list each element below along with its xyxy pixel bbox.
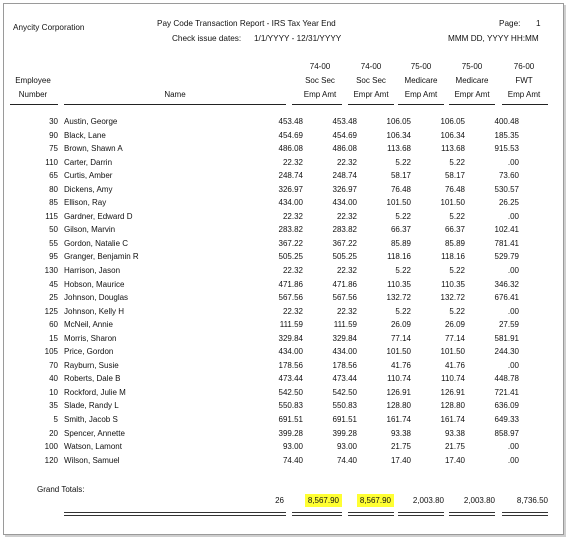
socsec-empr-amt: 691.51 (332, 415, 357, 425)
employee-name: Morris, Sharon (64, 333, 117, 343)
socsec-emp-amt: 367.22 (278, 238, 303, 248)
medicare-empr-amt: 118.16 (441, 252, 465, 262)
fwt-emp-amt: .00 (507, 306, 519, 316)
employee-number: 110 (45, 157, 58, 167)
socsec-emp-amt: 453.48 (278, 117, 303, 126)
col-socsec-emp-line2: Soc Sec (305, 76, 335, 85)
medicare-empr-amt: 101.50 (440, 198, 465, 208)
medicare-emp-amt: 132.72 (386, 293, 411, 303)
col-fwt-emp-code: 76-00 (513, 62, 535, 71)
socsec-emp-amt: 550.83 (278, 401, 303, 411)
socsec-empr-amt: 22.32 (336, 211, 357, 221)
fwt-emp-amt: 581.91 (494, 333, 519, 343)
medicare-emp-amt: 21.75 (390, 442, 411, 452)
col-medicare-emp-header (396, 60, 446, 102)
underline-c1 (292, 104, 342, 105)
report-datetime: MMM DD, YYYY HH:MM (448, 34, 539, 43)
double-rule-c4 (449, 512, 495, 516)
employee-number: 10 (49, 387, 58, 397)
socsec-emp-amt: 22.32 (282, 157, 303, 167)
socsec-empr-amt: 93.00 (336, 442, 357, 452)
medicare-empr-amt: 5.22 (449, 306, 465, 316)
socsec-empr-amt: 367.22 (332, 238, 357, 248)
fwt-emp-amt: .00 (507, 266, 519, 276)
medicare-emp-amt: 101.50 (386, 198, 411, 208)
socsec-empr-amt: 505.25 (332, 252, 357, 262)
medicare-empr-amt: 128.80 (440, 401, 465, 411)
col-employee-header (8, 74, 58, 102)
employee-name: Carter, Darrin (64, 157, 113, 167)
medicare-emp-amt: 161.74 (386, 415, 411, 425)
medicare-empr-amt: 93.38 (444, 428, 465, 438)
employee-number: 105 (44, 347, 58, 357)
employee-name: Granger, Benjamin R (64, 252, 139, 262)
medicare-emp-amt: 118.16 (387, 252, 411, 262)
table-row (0, 345, 519, 359)
medicare-empr-amt: 76.48 (444, 184, 465, 194)
col-fwt-emp-line2: FWT (515, 76, 533, 85)
fwt-emp-amt: 102.41 (494, 225, 519, 235)
socsec-empr-amt: 74.40 (336, 455, 357, 465)
col-medicare-empr-header (449, 60, 495, 102)
employee-name: Watson, Lamont (64, 442, 122, 452)
socsec-empr-amt: 471.86 (332, 279, 357, 289)
underline-c2 (348, 104, 394, 105)
col-employee-line1: Employee (15, 76, 51, 85)
socsec-emp-amt: 505.25 (278, 252, 303, 262)
fwt-emp-amt: 26.25 (498, 198, 519, 208)
check-dates-label: Check issue dates: (172, 34, 242, 43)
socsec-emp-amt: 93.00 (282, 442, 303, 452)
socsec-emp-amt: 454.69 (278, 130, 303, 140)
underline-c5 (502, 104, 548, 105)
socsec-empr-amt: 22.32 (336, 266, 357, 276)
employee-name: Austin, George (64, 117, 118, 126)
medicare-emp-amt: 76.48 (390, 184, 411, 194)
employee-name: Ellison, Ray (64, 198, 107, 208)
fwt-emp-amt: .00 (507, 157, 519, 167)
fwt-emp-amt: .00 (507, 360, 519, 370)
fwt-emp-amt: 448.78 (494, 374, 519, 384)
employee-name: Gordon, Natalie C (64, 238, 129, 248)
table-row (0, 386, 519, 400)
employee-name: Smith, Jacob S (64, 415, 118, 425)
medicare-empr-amt: 5.22 (449, 157, 465, 167)
socsec-empr-amt: 22.32 (336, 157, 357, 167)
page-number: 1 (536, 19, 541, 28)
col-socsec-empr-code: 74-00 (360, 62, 382, 71)
medicare-emp-amt: 66.37 (390, 225, 411, 235)
socsec-emp-amt: 178.56 (278, 360, 303, 370)
fwt-emp-amt: 400.48 (494, 117, 519, 126)
medicare-empr-amt: 110.74 (441, 374, 465, 384)
medicare-empr-amt: 126.91 (440, 387, 465, 397)
medicare-empr-amt: 21.75 (444, 442, 465, 452)
medicare-emp-amt: 106.05 (386, 117, 411, 126)
socsec-empr-amt: 434.00 (332, 198, 357, 208)
col-medicare-emp-line3: Emp Amt (404, 90, 438, 99)
employee-number: 45 (49, 279, 58, 289)
employee-number: 40 (49, 374, 58, 384)
col-name-header: Name (164, 90, 186, 99)
grand-totals-count: 26 (275, 496, 284, 505)
socsec-emp-amt: 22.32 (282, 306, 303, 316)
employee-number: 30 (49, 117, 58, 126)
underline-employee (10, 104, 58, 105)
col-medicare-emp-line2: Medicare (404, 76, 438, 85)
table-row (0, 427, 519, 441)
socsec-empr-amt: 434.00 (332, 347, 357, 357)
underline-c3 (398, 104, 444, 105)
fwt-emp-amt: 676.41 (494, 293, 519, 303)
table-row (0, 372, 519, 386)
medicare-empr-amt: 161.74 (440, 415, 465, 425)
medicare-empr-amt: 101.50 (440, 347, 465, 357)
fwt-emp-amt: 27.59 (498, 320, 519, 330)
employee-number: 65 (49, 171, 58, 181)
table-row (0, 129, 519, 143)
table-row (0, 399, 519, 413)
total-socsec-emp (294, 496, 342, 506)
double-rule-c5 (502, 512, 548, 516)
total-socsec-empr-value: 8,567.90 (357, 494, 394, 507)
col-medicare-empr-code: 75-00 (461, 62, 483, 71)
employee-name: Johnson, Kelly H (64, 306, 125, 316)
employee-name: Brown, Shawn A (64, 144, 123, 154)
medicare-emp-amt: 58.17 (390, 171, 411, 181)
employee-number: 5 (53, 415, 58, 425)
col-medicare-empr-line2: Medicare (455, 76, 489, 85)
medicare-empr-amt: 77.14 (444, 333, 465, 343)
double-rule-c3 (398, 512, 444, 516)
double-rule-count (64, 512, 286, 516)
medicare-emp-amt: 110.35 (387, 279, 411, 289)
socsec-emp-amt: 329.84 (278, 333, 303, 343)
employee-number: 50 (49, 225, 58, 235)
total-socsec-empr (346, 496, 394, 506)
socsec-emp-amt: 542.50 (278, 387, 303, 397)
total-socsec-emp-value: 8,567.90 (305, 494, 342, 507)
table-row (0, 223, 519, 237)
socsec-emp-amt: 111.59 (279, 320, 303, 330)
col-fwt-emp-header (500, 60, 548, 102)
employee-number: 80 (49, 184, 58, 194)
socsec-empr-amt: 22.32 (336, 306, 357, 316)
socsec-emp-amt: 22.32 (282, 266, 303, 276)
medicare-empr-amt: 113.68 (441, 144, 465, 154)
medicare-emp-amt: 77.14 (390, 333, 411, 343)
fwt-emp-amt: 346.32 (494, 279, 519, 289)
employee-number: 35 (49, 401, 58, 411)
table-row (0, 142, 519, 156)
table-row (0, 332, 519, 346)
fwt-emp-amt: 73.60 (498, 171, 519, 181)
medicare-emp-amt: 5.22 (395, 157, 411, 167)
fwt-emp-amt: .00 (507, 455, 519, 465)
fwt-emp-amt: 915.53 (494, 144, 519, 154)
grand-totals-label: Grand Totals: (37, 485, 85, 494)
underline-name (64, 104, 286, 105)
table-row (0, 115, 519, 129)
medicare-emp-amt: 106.34 (386, 130, 411, 140)
fwt-emp-amt: 781.41 (494, 238, 519, 248)
employee-name: Roberts, Dale B (64, 374, 121, 384)
socsec-emp-amt: 473.44 (278, 374, 303, 384)
table-row (0, 278, 519, 292)
employee-name: Johnson, Douglas (64, 293, 129, 303)
medicare-emp-amt: 93.38 (390, 428, 411, 438)
col-medicare-empr-line3: Empr Amt (454, 90, 490, 99)
medicare-emp-amt: 101.50 (386, 347, 411, 357)
medicare-empr-amt: 5.22 (449, 266, 465, 276)
employee-number: 125 (44, 306, 58, 316)
col-socsec-empr-header (348, 60, 394, 102)
fwt-emp-amt: 244.30 (494, 347, 519, 357)
total-medicare-empr: 2,003.80 (463, 496, 495, 505)
fwt-emp-amt: 530.57 (494, 184, 519, 194)
medicare-empr-amt: 106.05 (440, 117, 465, 126)
double-rule-c1 (292, 512, 342, 516)
underline-c4 (449, 104, 495, 105)
table-row (0, 291, 519, 305)
socsec-emp-amt: 434.00 (278, 347, 303, 357)
col-socsec-emp-header (292, 60, 348, 102)
medicare-emp-amt: 85.89 (390, 238, 411, 248)
employee-name: Rockford, Julie M (64, 387, 126, 397)
employee-name: Dickens, Amy (64, 184, 113, 194)
socsec-empr-amt: 329.84 (332, 333, 357, 343)
medicare-empr-amt: 5.22 (449, 211, 465, 221)
socsec-emp-amt: 326.97 (278, 184, 303, 194)
col-socsec-empr-line3: Empr Amt (353, 90, 389, 99)
employee-number: 15 (49, 333, 58, 343)
socsec-empr-amt: 111.59 (333, 320, 357, 330)
table-row (0, 156, 519, 170)
fwt-emp-amt: 649.33 (494, 415, 519, 425)
employee-name: Price, Gordon (64, 347, 114, 357)
fwt-emp-amt: 858.97 (494, 428, 519, 438)
employee-name: Rayburn, Susie (64, 360, 119, 370)
col-employee-line2: Number (18, 90, 48, 99)
fwt-emp-amt: 185.35 (494, 130, 519, 140)
socsec-emp-amt: 434.00 (278, 198, 303, 208)
employee-number: 100 (44, 442, 58, 452)
employee-name: Gilson, Marvin (64, 225, 116, 235)
medicare-emp-amt: 26.09 (390, 320, 411, 330)
medicare-emp-amt: 113.68 (387, 144, 411, 154)
medicare-empr-amt: 85.89 (444, 238, 465, 248)
employee-name: Hobson, Maurice (64, 279, 125, 289)
table-row (0, 250, 519, 264)
socsec-empr-amt: 248.74 (332, 171, 357, 181)
medicare-emp-amt: 5.22 (395, 266, 411, 276)
table-row (0, 169, 519, 183)
medicare-emp-amt: 41.76 (390, 360, 411, 370)
socsec-emp-amt: 399.28 (278, 428, 303, 438)
fwt-emp-amt: .00 (507, 211, 519, 221)
employee-number: 70 (49, 360, 58, 370)
socsec-empr-amt: 567.56 (332, 293, 357, 303)
socsec-empr-amt: 473.44 (332, 374, 357, 384)
table-row (0, 305, 519, 319)
col-socsec-empr-line2: Soc Sec (356, 76, 386, 85)
socsec-emp-amt: 486.08 (278, 144, 303, 154)
table-row (0, 196, 519, 210)
employee-number: 95 (49, 252, 58, 262)
employee-number: 25 (49, 293, 58, 303)
employee-number: 55 (49, 238, 58, 248)
socsec-emp-amt: 248.74 (278, 171, 303, 181)
socsec-empr-amt: 399.28 (332, 428, 357, 438)
employee-number: 60 (49, 320, 58, 330)
medicare-emp-amt: 110.74 (387, 374, 411, 384)
col-socsec-emp-line3: Emp Amt (303, 90, 337, 99)
medicare-empr-amt: 58.17 (444, 171, 465, 181)
table-row (0, 264, 519, 278)
table-row (0, 318, 519, 332)
medicare-empr-amt: 66.37 (444, 225, 465, 235)
transaction-table (0, 115, 519, 467)
company-name: Anycity Corporation (13, 23, 85, 32)
employee-name: Curtis, Amber (64, 171, 113, 181)
socsec-emp-amt: 22.32 (282, 211, 303, 221)
employee-number: 85 (49, 198, 58, 208)
page-label: Page: (499, 19, 521, 28)
socsec-empr-amt: 178.56 (332, 360, 357, 370)
socsec-emp-amt: 691.51 (278, 415, 303, 425)
employee-name: Black, Lane (64, 130, 106, 140)
report-title: Pay Code Transaction Report - IRS Tax Year End (157, 19, 336, 28)
employee-number: 90 (49, 130, 58, 140)
col-fwt-emp-line3: Emp Amt (507, 90, 541, 99)
socsec-empr-amt: 326.97 (332, 184, 357, 194)
socsec-empr-amt: 454.69 (332, 130, 357, 140)
double-rule-c2 (348, 512, 394, 516)
employee-name: Harrison, Jason (64, 266, 121, 276)
employee-number: 75 (49, 144, 58, 154)
transaction-rows (0, 115, 519, 467)
socsec-emp-amt: 283.82 (278, 225, 303, 235)
socsec-emp-amt: 471.86 (278, 279, 303, 289)
employee-number: 115 (45, 211, 58, 221)
socsec-emp-amt: 567.56 (278, 293, 303, 303)
employee-name: Gardner, Edward D (64, 211, 133, 221)
medicare-empr-amt: 110.35 (441, 279, 465, 289)
medicare-empr-amt: 132.72 (440, 293, 465, 303)
employee-number: 130 (44, 266, 58, 276)
medicare-emp-amt: 126.91 (386, 387, 411, 397)
fwt-emp-amt: 721.41 (494, 387, 519, 397)
employee-name: Wilson, Samuel (64, 455, 120, 465)
total-medicare-emp: 2,003.80 (412, 496, 444, 505)
employee-name: McNeil, Annie (64, 320, 113, 330)
socsec-empr-amt: 550.83 (332, 401, 357, 411)
medicare-empr-amt: 17.40 (444, 455, 465, 465)
employee-name: Slade, Randy L (64, 401, 119, 411)
table-row (0, 359, 519, 373)
medicare-empr-amt: 106.34 (440, 130, 465, 140)
medicare-empr-amt: 26.09 (444, 320, 465, 330)
medicare-emp-amt: 17.40 (390, 455, 411, 465)
fwt-emp-amt: .00 (507, 442, 519, 452)
fwt-emp-amt: 636.09 (494, 401, 519, 411)
medicare-emp-amt: 128.80 (386, 401, 411, 411)
medicare-empr-amt: 41.76 (444, 360, 465, 370)
socsec-empr-amt: 542.50 (332, 387, 357, 397)
medicare-emp-amt: 5.22 (395, 306, 411, 316)
employee-name: Spencer, Annette (64, 428, 125, 438)
col-medicare-emp-code: 75-00 (410, 62, 432, 71)
socsec-empr-amt: 486.08 (332, 144, 357, 154)
col-socsec-emp-code: 74-00 (309, 62, 331, 71)
employee-number: 120 (44, 455, 58, 465)
table-row (0, 413, 519, 427)
table-row (0, 210, 519, 224)
table-row (0, 454, 519, 468)
fwt-emp-amt: 529.79 (494, 252, 519, 262)
socsec-empr-amt: 283.82 (332, 225, 357, 235)
check-dates-value: 1/1/YYYY - 12/31/YYYY (254, 34, 342, 43)
table-row (0, 183, 519, 197)
employee-number: 20 (49, 428, 58, 438)
socsec-empr-amt: 453.48 (332, 117, 357, 126)
medicare-emp-amt: 5.22 (395, 211, 411, 221)
total-fwt-emp: 8,736.50 (516, 496, 548, 505)
table-row (0, 440, 519, 454)
socsec-emp-amt: 74.40 (282, 455, 303, 465)
table-row (0, 237, 519, 251)
